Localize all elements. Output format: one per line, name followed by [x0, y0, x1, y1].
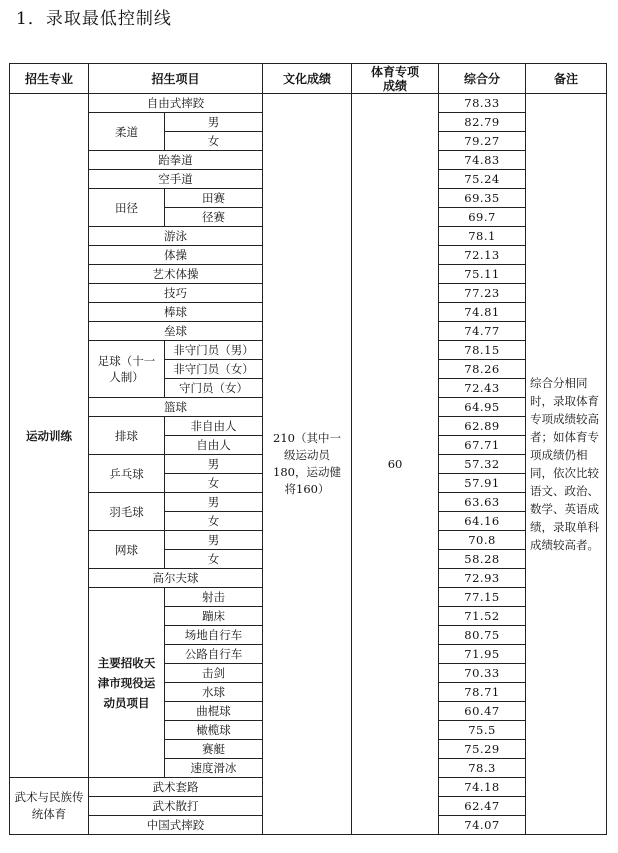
table-row	[10, 94, 607, 113]
item-cell: 自由人	[165, 436, 263, 455]
group-football: 足球（十一人制）	[89, 341, 165, 398]
score-cell: 75.5	[439, 721, 526, 740]
group-tianjin: 主要招收天津市现役运动员项目	[89, 588, 165, 778]
item-cell: 高尔夫球	[89, 569, 263, 588]
item-cell: 非守门员（男）	[165, 341, 263, 360]
score-cell: 74.18	[439, 778, 526, 797]
header-major: 招生专业	[10, 64, 89, 94]
section-title: 1．录取最低控制线	[16, 9, 172, 29]
score-cell: 75.29	[439, 740, 526, 759]
item-cell: 篮球	[89, 398, 263, 417]
score-cell: 75.11	[439, 265, 526, 284]
score-cell: 71.52	[439, 607, 526, 626]
score-cell: 79.27	[439, 132, 526, 151]
score-cell: 72.93	[439, 569, 526, 588]
item-cell: 棒球	[89, 303, 263, 322]
item-cell: 非守门员（女）	[165, 360, 263, 379]
item-cell: 公路自行车	[165, 645, 263, 664]
header-composite: 综合分	[439, 64, 526, 94]
score-cell: 58.28	[439, 550, 526, 569]
score-cell: 60.47	[439, 702, 526, 721]
item-cell: 体操	[89, 246, 263, 265]
header-note: 备注	[526, 64, 607, 94]
item-cell: 技巧	[89, 284, 263, 303]
major-cell: 武术与民族传统体育	[10, 778, 89, 835]
header-culture: 文化成绩	[263, 64, 352, 94]
score-cell: 64.16	[439, 512, 526, 531]
score-cell: 82.79	[439, 113, 526, 132]
note-cell: 综合分相同时，录取体育专项成绩较高者；如体育专项成绩仍相同，依次比较语文、政治、数学、英语成绩，录取单科成绩较高者。	[526, 94, 607, 835]
score-cell: 70.33	[439, 664, 526, 683]
admission-cutoff-table	[9, 63, 607, 835]
item-cell: 击剑	[165, 664, 263, 683]
score-cell: 67.71	[439, 436, 526, 455]
major-cell: 运动训练	[10, 94, 89, 778]
score-cell: 72.43	[439, 379, 526, 398]
item-cell: 跆拳道	[89, 151, 263, 170]
item-cell: 赛艇	[165, 740, 263, 759]
item-cell: 男	[165, 493, 263, 512]
score-cell: 78.33	[439, 94, 526, 113]
group-judo: 柔道	[89, 113, 165, 151]
item-cell: 水球	[165, 683, 263, 702]
item-cell: 男	[165, 531, 263, 550]
item-cell: 中国式摔跤	[89, 816, 263, 835]
group-badminton: 羽毛球	[89, 493, 165, 531]
score-cell: 62.47	[439, 797, 526, 816]
item-cell: 武术套路	[89, 778, 263, 797]
item-cell: 自由式摔跤	[89, 94, 263, 113]
score-cell: 69.7	[439, 208, 526, 227]
score-cell: 78.1	[439, 227, 526, 246]
score-cell: 62.89	[439, 417, 526, 436]
group-pingpong: 乒乓球	[89, 455, 165, 493]
item-cell: 田赛	[165, 189, 263, 208]
score-cell: 75.24	[439, 170, 526, 189]
score-cell: 77.23	[439, 284, 526, 303]
item-cell: 曲棍球	[165, 702, 263, 721]
header-sport: 体育专项成绩	[352, 64, 439, 94]
score-cell: 70.8	[439, 531, 526, 550]
score-cell: 78.3	[439, 759, 526, 778]
score-cell: 78.71	[439, 683, 526, 702]
item-cell: 男	[165, 455, 263, 474]
score-cell: 74.77	[439, 322, 526, 341]
score-cell: 74.07	[439, 816, 526, 835]
item-cell: 径赛	[165, 208, 263, 227]
group-volleyball: 排球	[89, 417, 165, 455]
group-track: 田径	[89, 189, 165, 227]
header-row	[10, 64, 607, 94]
header-item: 招生项目	[89, 64, 263, 94]
sport-score-cell: 60	[352, 94, 439, 835]
score-cell: 78.15	[439, 341, 526, 360]
item-cell: 橄榄球	[165, 721, 263, 740]
item-cell: 艺术体操	[89, 265, 263, 284]
score-cell: 72.13	[439, 246, 526, 265]
score-cell: 69.35	[439, 189, 526, 208]
item-cell: 游泳	[89, 227, 263, 246]
item-cell: 女	[165, 512, 263, 531]
score-cell: 74.83	[439, 151, 526, 170]
score-cell: 80.75	[439, 626, 526, 645]
score-cell: 74.81	[439, 303, 526, 322]
item-cell: 女	[165, 474, 263, 493]
item-cell: 女	[165, 550, 263, 569]
score-cell: 71.95	[439, 645, 526, 664]
item-cell: 守门员（女）	[165, 379, 263, 398]
item-cell: 场地自行车	[165, 626, 263, 645]
item-cell: 非自由人	[165, 417, 263, 436]
item-cell: 速度滑冰	[165, 759, 263, 778]
item-cell: 女	[165, 132, 263, 151]
score-cell: 64.95	[439, 398, 526, 417]
score-cell: 63.63	[439, 493, 526, 512]
item-cell: 空手道	[89, 170, 263, 189]
item-cell: 男	[165, 113, 263, 132]
item-cell: 蹦床	[165, 607, 263, 626]
item-cell: 射击	[165, 588, 263, 607]
culture-score-cell: 210（其中一级运动员180，运动健将160）	[263, 94, 352, 835]
score-cell: 57.32	[439, 455, 526, 474]
score-cell: 57.91	[439, 474, 526, 493]
score-cell: 77.15	[439, 588, 526, 607]
item-cell: 垒球	[89, 322, 263, 341]
item-cell: 武术散打	[89, 797, 263, 816]
group-tennis: 网球	[89, 531, 165, 569]
score-cell: 78.26	[439, 360, 526, 379]
